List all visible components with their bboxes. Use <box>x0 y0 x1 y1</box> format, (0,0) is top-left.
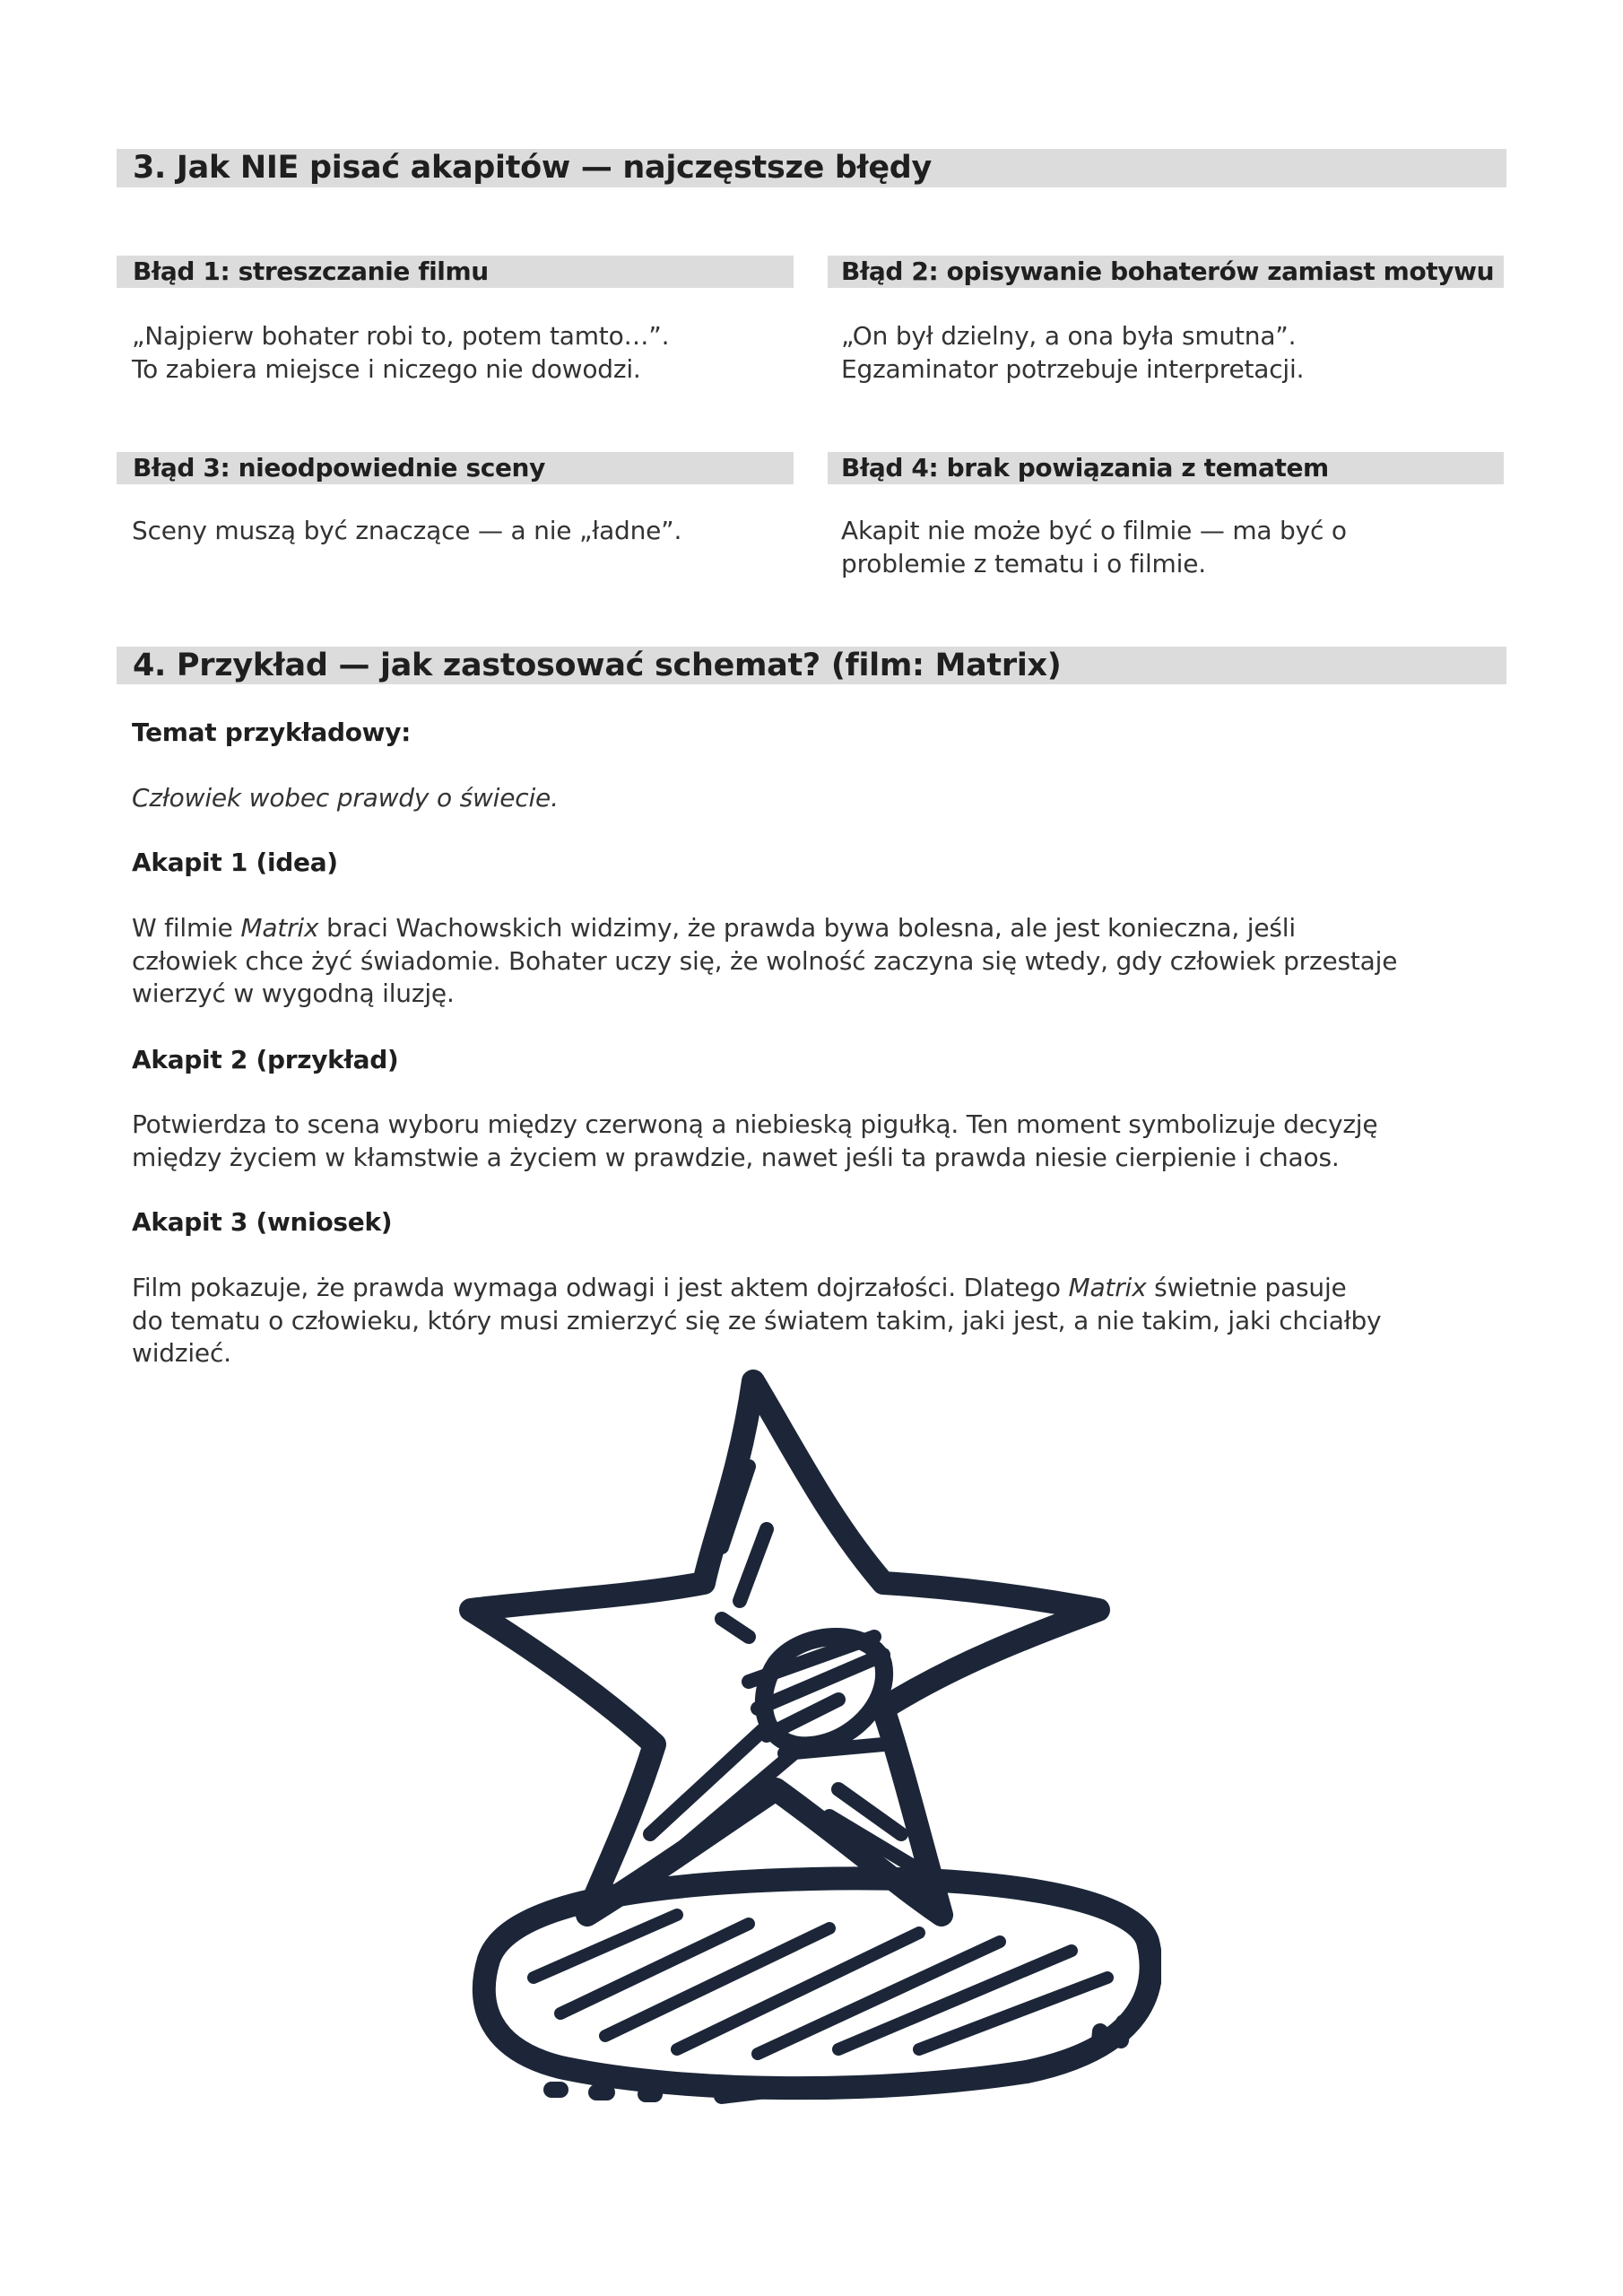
star-trophy-icon <box>453 1368 1161 2130</box>
topic-label: Temat przykładowy: <box>132 718 412 747</box>
error-4-title: Błąd 4: brak powiązania z tematem <box>828 452 1504 484</box>
error-3-text: Sceny muszą być znaczące — a nie „ładne”. <box>132 516 682 545</box>
section-3-heading: 3. Jak NIE pisać akapitów — najczęstsze błędy <box>117 149 1506 187</box>
error-1-title: Błąd 1: streszczanie filmu <box>117 256 794 288</box>
paragraph-2-label: Akapit 2 (przykład) <box>132 1045 399 1074</box>
error-1-text: „Najpierw bohater robi to, potem tamto…”. To zabiera miejsce i niczego nie dowodzi. <box>132 321 670 384</box>
paragraph-1-label: Akapit 1 (idea) <box>132 848 338 877</box>
section-4-heading: 4. Przykład — jak zastosować schemat? (film: Matrix) <box>117 647 1506 684</box>
paragraph-3-text: Film pokazuje, że prawda wymaga odwagi i jest aktem dojrzałości. Dlatego Matrix świetnie pasuje do tematu o człowieku, który musi zmierzyć się ze światem takim, jaki jest, a nie takim, jaki chciałby widzieć. <box>132 1273 1382 1368</box>
error-2-title: Błąd 2: opisywanie bohaterów zamiast motywu <box>828 256 1504 288</box>
topic-text: Człowiek wobec prawdy o świecie. <box>132 783 559 813</box>
error-3-title: Błąd 3: nieodpowiednie sceny <box>117 452 794 484</box>
paragraph-2-text: Potwierdza to scena wyboru między czerwoną a niebieską pigułką. Ten moment symbolizuje decyzję między życiem w kłamstwie a życiem w prawdzie, nawet jeśli ta prawda niesie cierpienie i chaos. <box>132 1109 1378 1172</box>
error-2-text: „On był dzielny, a ona była smutna”. Egzaminator potrzebuje interpretacji. <box>841 321 1305 384</box>
error-4-text: Akapit nie może być o filmie — ma być o problemie z tematu i o filmie. <box>841 516 1347 578</box>
paragraph-3-label: Akapit 3 (wniosek) <box>132 1207 393 1237</box>
paragraph-1-text: W filmie Matrix braci Wachowskich widzimy, że prawda bywa bolesna, ale jest konieczna, jeśli człowiek chce żyć świadomie. Bohater uczy się, że wolność zaczyna się wtedy, gdy człowiek przestaje wierzyć w wygodną iluzję. <box>132 913 1398 1008</box>
